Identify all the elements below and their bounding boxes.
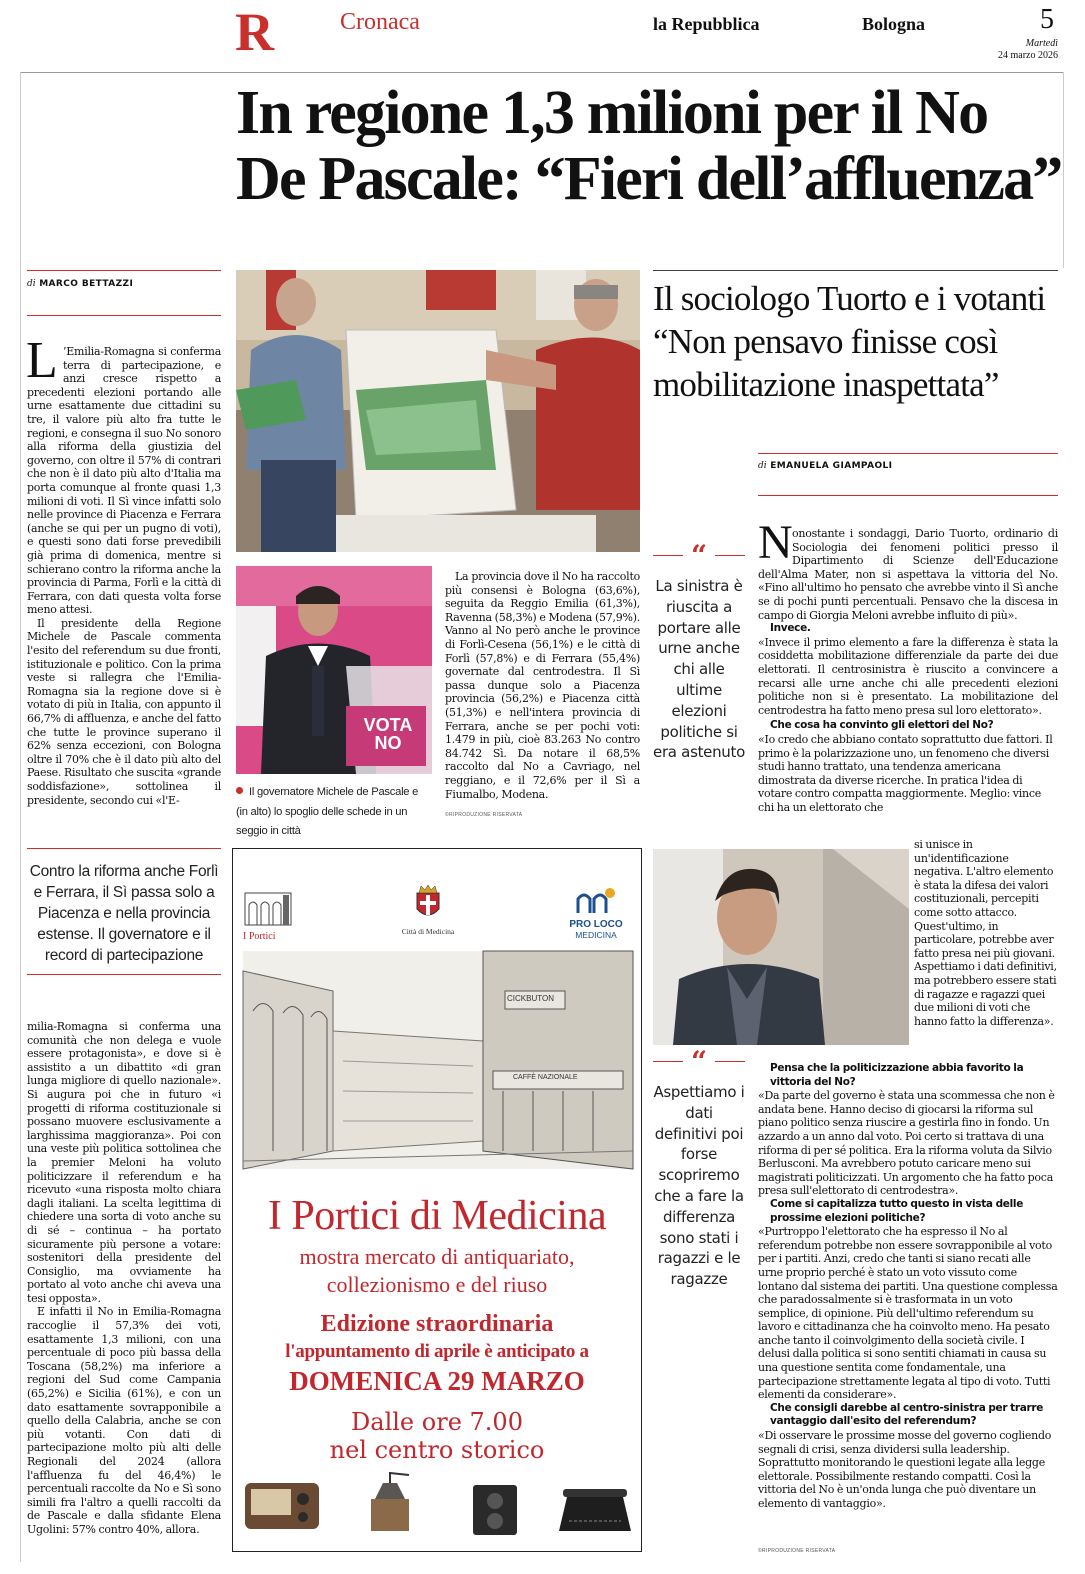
interview-byline-rule-bottom (758, 495, 1058, 496)
vota-no-banner: VOTA NO (363, 715, 413, 753)
interview-a4: «Purtroppo l'elettorato che ha espresso il No al referendum potrebbe non essere sovrapponibile al voto per i partiti. Anzi, credo che tanti si siano recati alle urne proprio perché è stato un voto vissuto come lontano dal sistema dei partiti. Una questione complessa che paradossalmente si è trasformata in un voto semplice, di opinione. Più dell'ultimo referendum su lavoro e cittadinanza che ha coinvolto meno. Ha pesato anche tanto il coinvolgimento della società civile. I delusi dalla politica si sono sentiti chiamati in causa su una questione sentita come fondamentale, una partecipazione strettamente legata al tipo di voto. Tutti elementi da considerare». (758, 1225, 1058, 1402)
interview-drop-cap-spacer (758, 527, 792, 557)
counting-photo-image (236, 270, 640, 552)
ad-logo-center (383, 883, 473, 937)
main-author (27, 279, 221, 289)
masthead (0, 0, 1085, 75)
pull-quote-2 (653, 1045, 745, 1290)
pull-quote-1-top (653, 539, 745, 572)
ad-logo-right-line1: PRO LOCO (569, 919, 623, 930)
header-rule (20, 72, 1063, 73)
medicina-advert (232, 848, 642, 1552)
main-col1-lead-text: ’Emilia-Romagna si conferma terra di partecipazione, e anzi cresce rispetto a precedenti elezioni portando alle urne esattamente due cittadini su tre, il valore più alto fra tutte le regioni, e consegna il suo No sonoro alla riforma della giustizia del governo, con oltre il 57% di contrari che non è il dato più alto d'Italia ma porta comunque al fronte quasi 1,3 milioni di voti. Il Sì vince infatti solo nelle province di Piacenza e Ferrara (anche se qui per un pugno di voti), e questi sono dati forse prevedibili già prima di domenica, mentre si schierano contro la riforma anche la provincia di Parma, Forlì e la città di Ferrara, con dati questa volta forse meno attesi. (27, 345, 221, 617)
main-col1-part2 (27, 1020, 221, 1560)
interview-byline-rule-top (758, 453, 1058, 454)
issue-date: 24 marzo 2026 (998, 50, 1058, 61)
pro-loco-icon (574, 885, 618, 915)
byline-rule-top (27, 270, 221, 271)
author-name: MARCO BETTAZZI (39, 279, 134, 289)
pull-quote-2-text: Aspettiamo i dati definitivi poi forse scopriremo che a fare la differenza sono stati i ragazzi e le ragazze (653, 1083, 745, 1289)
interview-body-bottom (758, 1062, 1058, 1546)
frame-left (20, 72, 21, 1562)
grinder-icon (371, 1473, 409, 1531)
main-col1-cont-b: E infatti il No in Emilia-Romagna raccoglie il 57,3% dei voti, esattamente 1,3 milioni, con una percentuale di poco più bassa della Toscana (58,2%) ma inferiore a regioni del Sud come Campania (65,2%) e Sicilia (61%), e con un dato esattamente sovrapponibile a quello della Calabria, anche se con più votanti. Con dati di partecipazione molto più alti delle Regionali del 2024 (allora l'affluenza fu del 46,4%) le percentuali raccolte da No e Sì sono simili fra l'altro a quelli raccolti da de Pascale e dalla sfidante Elena Ugolini: 57% contro 40%, allora. (27, 1305, 221, 1536)
camera-icon (473, 1485, 517, 1535)
quote-icon: “ (683, 542, 715, 570)
main-col3 (445, 570, 640, 801)
interview-byline-prefix: di (758, 461, 767, 471)
ad-logo-right (561, 885, 631, 940)
page-number: 5 (1040, 4, 1054, 35)
tuorto-photo-image (653, 849, 909, 1045)
interview-intro-text: onostante i sondaggi, Dario Tuorto, ordinario di Sociologia dei fenomeni politici presso il Dipartimento di Scienze dell'Educazione dell'Alma Mater, non si aspettava la vittoria del No. «Fino all'ultimo ho pensato che avrebbe vinto il Sì anche se di pochi punti percentuali. Pensavo che la discesa in campo di Giorgia Meloni avrebbe influito di più». (758, 527, 1058, 622)
ad-sketch-sign-1: CICKBUTON (507, 994, 554, 1003)
interview-q5: Che consigli darebbe al centro-sinistra per trarre vantaggio dall'esito del referendum? (770, 1401, 1044, 1428)
caption-bullet-icon (236, 787, 243, 794)
ad-objects-image (241, 1471, 633, 1541)
interview-intro (758, 527, 1058, 622)
summary-rule-top (27, 848, 221, 849)
interview-a5: «Di osservare le prossime mosse del governo cogliendo segnali di crisi, senza dividersi sulla leadership. Soprattutto monitorando le questioni legate alla legge elettorale. Possibilmente restando compatti. Così la vittoria del No è un'onda lunga che può diventare un elemento di vantaggio». (758, 1429, 1052, 1510)
interview-title-line-1: Il sociologo Tuorto e i votanti (653, 279, 1046, 318)
ad-sketch-image (243, 951, 633, 1169)
ad-place: nel centro storico (329, 1436, 545, 1464)
interview-title-rule (653, 270, 1058, 271)
caption-text: Il governatore Michele de Pascale e (in alto) lo spoglio delle schede in un seggio in città (236, 786, 419, 838)
tuorto-photo (653, 849, 909, 1045)
byline-prefix: di (27, 279, 36, 289)
repubblica-logo: R (235, 2, 274, 62)
summary-box (27, 848, 221, 1000)
main-byline (27, 270, 221, 316)
ad-title: I Portici di Medicina (267, 1193, 607, 1239)
main-col3-text: La provincia dove il No ha raccolto più consensi è Bologna (63,6%), seguita da Reggio Emilia (61,3%), Ravenna (58,3%) e Modena (57,9%). Vanno al No però anche le province di Forlì-Cesena (56,1%) e le città di Forlì (57,8%) e di Ferrara (55,4%) governate dal centrodestra. Il Sì passa dunque solo a Piacenza provincia (56,2%) e Piacenza città (51,3%) e nell'intera provincia di Ferrara, anche se per pochi voti: 1.479 in più, cioè 83.263 No contro 84.742 Sì. Da notare il 68,5% raccolto dal No a Cavriago, nel reggiano, e il 72,6% per il Sì a Fiumalbo, Modena. (445, 570, 640, 801)
interview-copyright: ©RIPRODUZIONE RISERVATA (758, 1548, 836, 1554)
interview-q2: Che cosa ha convinto gli elettori del No? (770, 719, 994, 732)
counting-photo (236, 270, 640, 552)
ad-sub-2: collezionismo e del riuso (326, 1272, 548, 1297)
interview-a3: «Da parte del governo è stata una scommessa che non è andata bene. Hanno deciso di giocarsi la riforma sul piano politico senza riuscire a gestirla fino in fondo. Un azzardo a un anno dal voto. Poi certo si trattava di una riforma di per sé politica. Era la riforma voluta da Silvio Berlusconi. Ma avrebbero potuto caricare meno sui magistrati politicizzati. Un argomento che ha fatto poca presa sull'elettorato di centrodestra». (758, 1089, 1055, 1198)
ad-logo-left (243, 889, 293, 942)
ad-hours: Dalle ore 7.00 (351, 1408, 523, 1436)
interview-author-name: EMANUELA GIAMPAOLI (770, 461, 893, 471)
interview-author (758, 461, 1058, 471)
main-col1-para2: Il presidente della Regione Michele de Pascale commenta l'esito del referendum su due fronti, istituzionale e politico. Con la prima veste si rallegra che l'Emilia-Romagna sia la regione dove si è votato di più in Italia, con appunto il 66,7% di affluenza, e anche del fatto che tutte le province superano il 62% senza eccezioni, con Bologna oltre il 70% che è il dato più alto del Paese. Risultato che suscita «grande soddisfazione», sottolinea il presidente, secondo cui «l'E- (27, 616, 221, 807)
pull-quote-2-top (653, 1045, 745, 1078)
quote-icon: “ (683, 1048, 715, 1076)
main-drop-cap: L (26, 332, 58, 389)
paper-name: la Repubblica (653, 14, 760, 34)
ad-logo-left-text: I Portici (243, 931, 276, 942)
ad-logo-right-line2: MEDICINA (575, 930, 617, 940)
interview-byline (758, 453, 1058, 496)
frame-right (1063, 72, 1064, 268)
interview-drop-cap: N (758, 516, 793, 569)
section-title: Cronaca (340, 9, 420, 35)
interview-a2b: si unisce in un'identificazione negativa. L'altro elemento è stata la difesa dei valori costituzionali, percepiti come sotto attacco. Quest'ultimo, in particolare, potrebbe aver fatto presa nei più giovani. Aspettiamo i dati definitivi, ma potrebbero essere stati di ragazze e ragazzi quei due milioni di voti che hanno fatto la differenza». (914, 838, 1057, 1028)
ad-sketch-sign-2: CAFFÈ NAZIONALE (513, 1074, 578, 1081)
interview-q1: Invece. (770, 622, 811, 635)
headline-line-2: De Pascale: “Fieri dell’affluenza” (236, 145, 1062, 213)
typewriter-icon (559, 1489, 631, 1531)
ad-edition: Edizione straordinaria (320, 1311, 554, 1337)
main-col1-part1 (27, 345, 221, 807)
city-edition: Bologna (862, 14, 926, 34)
main-col1-lead (27, 345, 221, 617)
interview-body-wrap (914, 838, 1058, 1062)
main-col1-cont-a: milia-Romagna si conferma una comunità che non delega e vuole essere protagonista», e dove si è assistito a un dibattito «di gran lunga migliore di quello nazionale». Si augura poi che in futuro «i progetti di riforma costituzionale si possano muovere esclusivamente a larghissima maggioranza». Poi con una veste più politica sottolinea che la premier Meloni ha voluto politicizzare il referendum e ha ricevuto «una risposta molto chiara dagli italiani. La scelta legittima di chiedere una sorta di voto anche su di sé – continua – ha portato sicuramente più persone a votare: sostenitori della presidente del Consiglio, ma ovviamente ha portato al voto anche chi aveva una tesi opposta». (27, 1020, 221, 1305)
interview-body-top (758, 527, 1058, 845)
interview-a2a: «Io credo che abbiano contato soprattutto due fattori. Il primo è la polarizzazione uno, un fenomeno che diversi studi hanno trattato, una tendenza americana dimostrata da diverse ricerche. In pratica l'idea di votare contro compatta maggiormente. Meglio: vince chi ha un elettorato che (758, 732, 1053, 814)
ad-date: DOMENICA 29 MARZO (289, 1366, 585, 1396)
photo-caption (236, 780, 432, 839)
radio-icon (245, 1483, 319, 1529)
portici-logo-icon (243, 889, 293, 927)
ad-sub-1: mostra mercato di antiquariato, (299, 1244, 575, 1269)
headline-line-1: In regione 1,3 milioni per il No (236, 79, 988, 147)
medicina-crest-icon (413, 883, 443, 923)
main-copyright: ©RIPRODUZIONE RISERVATA (445, 812, 523, 818)
summary-text: Contro la riforma anche Forlì e Ferrara, il Sì passa solo a Piacenza e nella provincia estense. Il governatore e il record di partecipazione (29, 863, 219, 964)
interview-a1: «Invece il primo elemento a fare la differenza è stata la cosiddetta mobilitazione differenziale da parte dei due elettorati. Il centrosinistra è riuscito a convincere a recarsi alle urne anche chi alle precedenti elezioni politiche non si è presentato. La mobilitazione del centrodestra ha fatto meno presa sul loro elettorato». (758, 635, 1058, 717)
ad-moved: l'appuntamento di aprile è anticipato a (285, 1341, 589, 1362)
pull-quote-1 (653, 539, 745, 763)
summary-rule-bottom (27, 974, 221, 975)
pull-quote-1-text: La sinistra è riuscita a portare alle urne anche chi alle ultime elezioni politiche si era astenuto (653, 577, 745, 762)
ad-sketch (243, 951, 633, 1169)
byline-rule-bottom (27, 315, 221, 316)
governor-photo (236, 566, 432, 774)
interview-title-line-2: “Non pensavo finisse così (653, 322, 998, 361)
drop-cap-spacer (27, 345, 63, 385)
weekday: Martedì (1025, 38, 1058, 49)
interview-q4: Come si capitalizza tutto questo in vista delle prossime elezioni politiche? (770, 1197, 1024, 1224)
interview-q3: Pensa che la politicizzazione abbia favorito la vittoria del No? (770, 1062, 1024, 1088)
interview-title-line-3: mobilitazione inaspettata” (653, 365, 999, 404)
ad-logo-center-text: Città di Medicina (401, 927, 455, 936)
ad-objects-row (241, 1471, 633, 1541)
